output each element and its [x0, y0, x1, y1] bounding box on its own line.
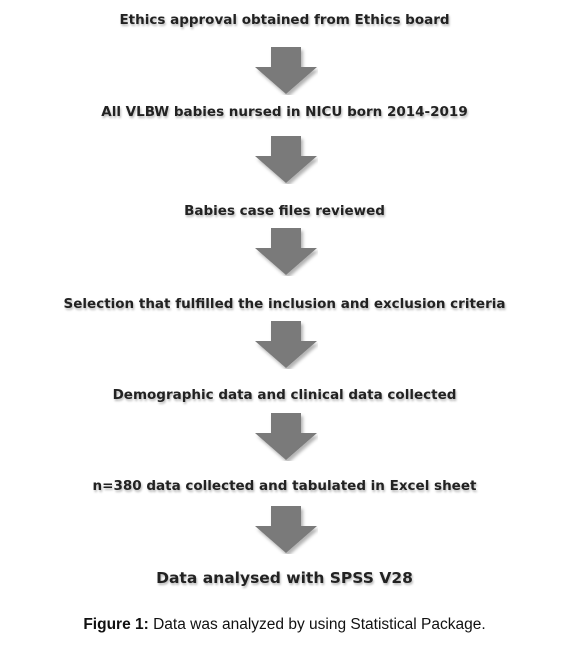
step-data-analysed: Data analysed with SPSS V28	[156, 569, 413, 587]
step-ethics-approval: Ethics approval obtained from Ethics board	[119, 12, 450, 28]
figure-label: Figure 1:	[83, 616, 149, 633]
down-arrow-icon	[254, 136, 318, 184]
down-arrow-icon	[254, 413, 318, 461]
down-arrow-icon	[254, 321, 318, 369]
down-arrow-icon	[254, 228, 318, 276]
step-case-files-reviewed: Babies case files reviewed	[184, 203, 385, 219]
figure-caption	[0, 616, 569, 634]
step-data-collected: Demographic data and clinical data collected	[112, 387, 457, 403]
down-arrow-icon	[254, 47, 318, 95]
down-arrow-icon	[254, 506, 318, 554]
figure-caption-text: Data was analyzed by using Statistical Package.	[148, 616, 486, 633]
step-selection-criteria: Selection that fulfilled the inclusion and exclusion criteria	[63, 296, 506, 312]
step-vlbw-babies: All VLBW babies nursed in NICU born 2014-2019	[101, 104, 468, 120]
step-data-tabulated: n=380 data collected and tabulated in Excel sheet	[92, 478, 477, 494]
